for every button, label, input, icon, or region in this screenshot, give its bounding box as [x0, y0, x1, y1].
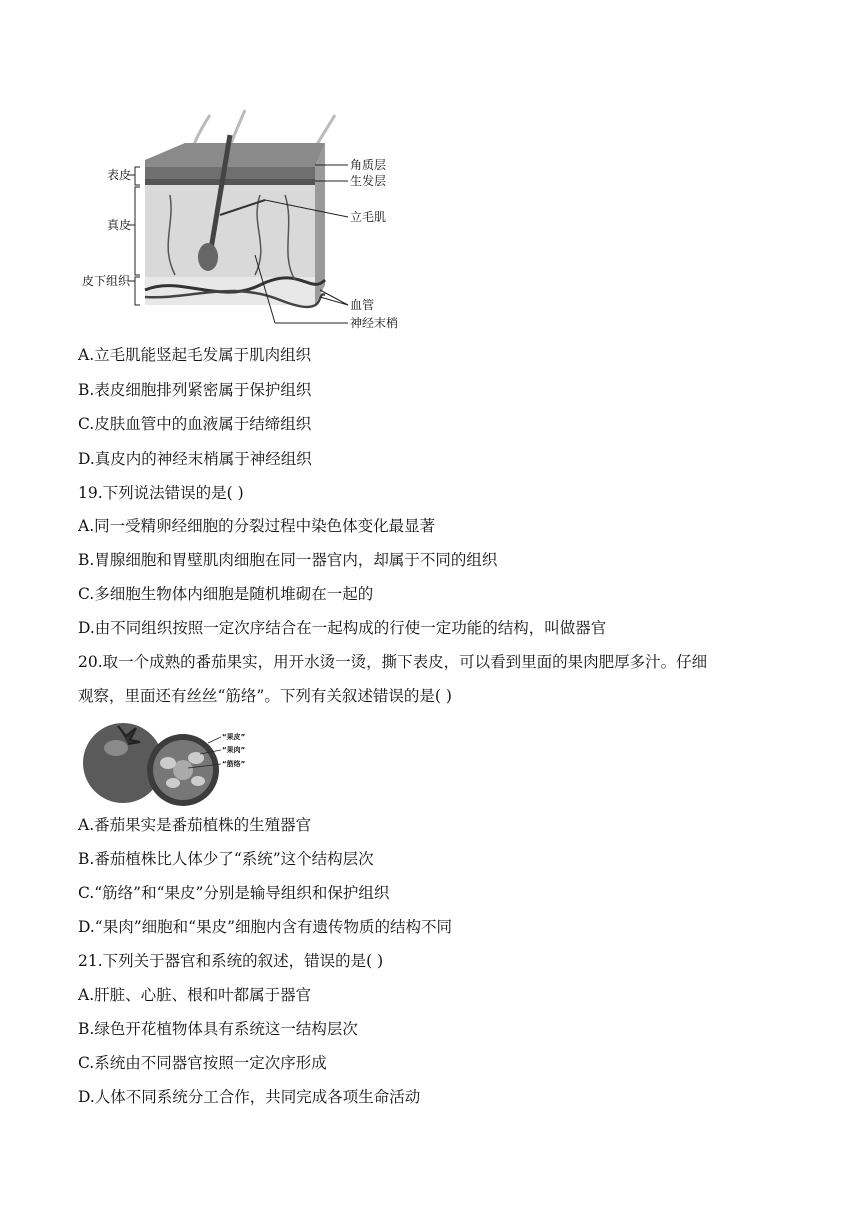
q21-option-b: B.绿色开花植物体具有系统这一结构层次 [78, 1020, 358, 1038]
q18-option-a: A.立毛肌能竖起毛发属于肌肉组织 [78, 346, 312, 364]
label-dermis: 真皮 [107, 218, 132, 232]
label-nerve-ending: 神经末梢 [350, 316, 399, 330]
label-fruit-veins: “筋络” [222, 760, 246, 768]
q19-option-d: D.由不同组织按照一定次序结合在一起构成的行使一定功能的结构，叫做器官 [78, 619, 607, 637]
q21-option-a: A.肝脏、心脏、根和叶都属于器官 [78, 986, 312, 1004]
q19-stem: 19.下列说法错误的是( ) [78, 484, 244, 502]
label-germinative-layer: 生发层 [350, 174, 387, 188]
q20-option-b: B.番茄植株比人体少了“系统”这个结构层次 [78, 850, 374, 868]
q19-option-b: B.胃腺细胞和胃壁肌肉细胞在同一器官内，却属于不同的组织 [78, 551, 498, 569]
q20-option-d: D.“果肉”细胞和“果皮”细胞内含有遗传物质的结构不同 [78, 918, 452, 936]
label-stratum-corneum: 角质层 [350, 158, 387, 172]
q21-option-d: D.人体不同系统分工合作，共同完成各项生命活动 [78, 1088, 421, 1106]
q18-option-b: B.表皮细胞排列紧密属于保护组织 [78, 381, 312, 399]
q19-option-c: C.多细胞生物体内细胞是随机堆砌在一起的 [78, 585, 374, 603]
q18-option-c: C.皮肤血管中的血液属于结缔组织 [78, 415, 312, 433]
q20-stem-line2: 观察，里面还有丝丝“筋络”。下列有关叙述错误的是( ) [78, 687, 452, 705]
q20-option-a: A.番茄果实是番茄植株的生殖器官 [78, 816, 312, 834]
q21-option-c: C.系统由不同器官按照一定次序形成 [78, 1054, 327, 1072]
q20-option-c: C.“筋络”和“果皮”分别是输导组织和保护组织 [78, 884, 390, 902]
label-epidermis: 表皮 [107, 168, 132, 182]
label-arrector-pili: 立毛肌 [350, 210, 387, 224]
label-fruit-skin: “果皮” [222, 733, 246, 741]
label-subcutaneous: 皮下组织 [82, 274, 131, 288]
label-fruit-flesh: “果肉” [222, 746, 246, 754]
q20-stem-line1: 20.取一个成熟的番茄果实，用开水烫一烫，撕下表皮，可以看到里面的果肉肥厚多汁。仔细 [78, 653, 708, 671]
q21-stem: 21.下列关于器官和系统的叙述，错误的是( ) [78, 952, 384, 970]
q19-option-a: A.同一受精卵经细胞的分裂过程中染色体变化最显著 [78, 517, 436, 535]
q18-option-d: D.真皮内的神经末梢属于神经组织 [78, 450, 312, 468]
label-blood-vessel: 血管 [350, 298, 375, 312]
